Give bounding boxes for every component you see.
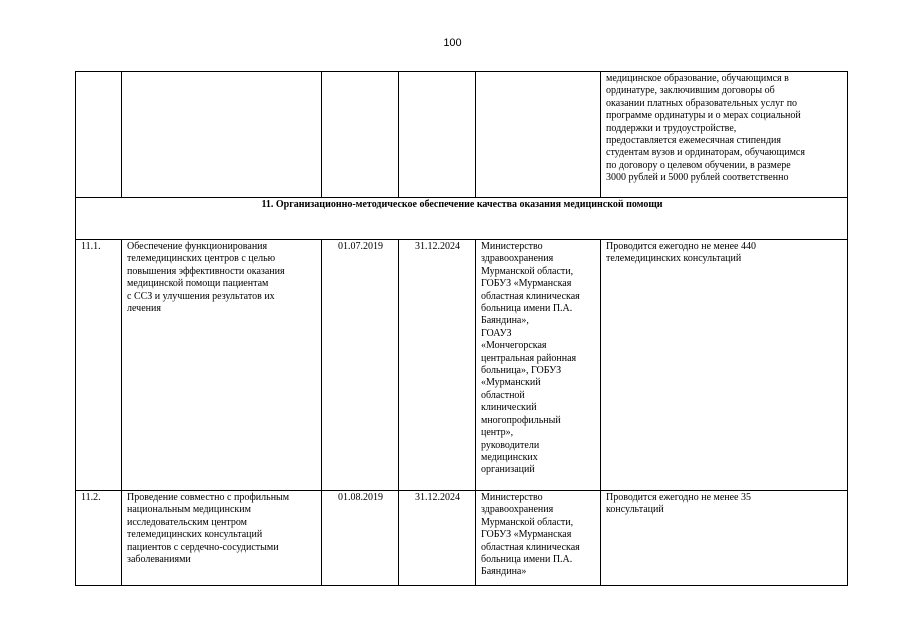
result-cell: Проводится ежегодно не менее 35 консультаций <box>601 491 848 586</box>
executor-cell: Министерство здравоохранения Мурманской области, ГОБУЗ «Мурманская областная клиническая больница имени П.А. Баяндина», ГОАУЗ «Мончегорская центральная районная больница», ГОБУЗ «Мурманский областной клинический многопрофильный центр», руководители медицинских организаций <box>476 240 601 491</box>
measures-table <box>75 71 848 586</box>
result-cell: Проводится ежегодно не менее 440 телемедицинских консультаций <box>601 240 848 491</box>
continuation-start-cell <box>322 72 399 198</box>
section-title: 11. Организационно-методическое обеспечение качества оказания медицинской помощи <box>76 198 848 240</box>
continuation-row <box>76 72 848 198</box>
continuation-activity-cell <box>122 72 322 198</box>
row-number: 11.2. <box>76 491 122 586</box>
section-header-row <box>76 198 848 240</box>
end-date: 31.12.2024 <box>399 240 476 491</box>
continuation-num-cell <box>76 72 122 198</box>
start-date: 01.07.2019 <box>322 240 399 491</box>
executor-cell: Министерство здравоохранения Мурманской области, ГОБУЗ «Мурманская областная клиническая больница имени П.А. Баяндина» <box>476 491 601 586</box>
continuation-result-cell <box>601 72 848 198</box>
table-row <box>76 240 848 491</box>
continuation-result-text: медицинское образование, обучающимся в ординатуре, заключившим договоры об оказании платных образовательных услуг по программе ординатуры и о мерах социальной поддержки и трудоустройстве, предоставляется ежемесячная стипендия студентам вузов и ординаторам, обучающимся по договору о целевом обучении, в размере 3000 рублей и 5000 рублей соответственно <box>606 73 805 184</box>
activity-cell: Проведение совместно с профильным национальным медицинским исследовательским центром телемедицинских консультаций пациентов с сердечно-сосудистыми заболеваниями <box>122 491 322 586</box>
row-number: 11.1. <box>76 240 122 491</box>
page-number: 100 <box>443 37 462 49</box>
table-row <box>76 491 848 586</box>
end-date: 31.12.2024 <box>399 491 476 586</box>
continuation-executor-cell <box>476 72 601 198</box>
start-date: 01.08.2019 <box>322 491 399 586</box>
continuation-end-cell <box>399 72 476 198</box>
activity-cell: Обеспечение функционирования телемедицинских центров с целью повышения эффективности оказания медицинской помощи пациентам с ССЗ и улучшения результатов их лечения <box>122 240 322 491</box>
